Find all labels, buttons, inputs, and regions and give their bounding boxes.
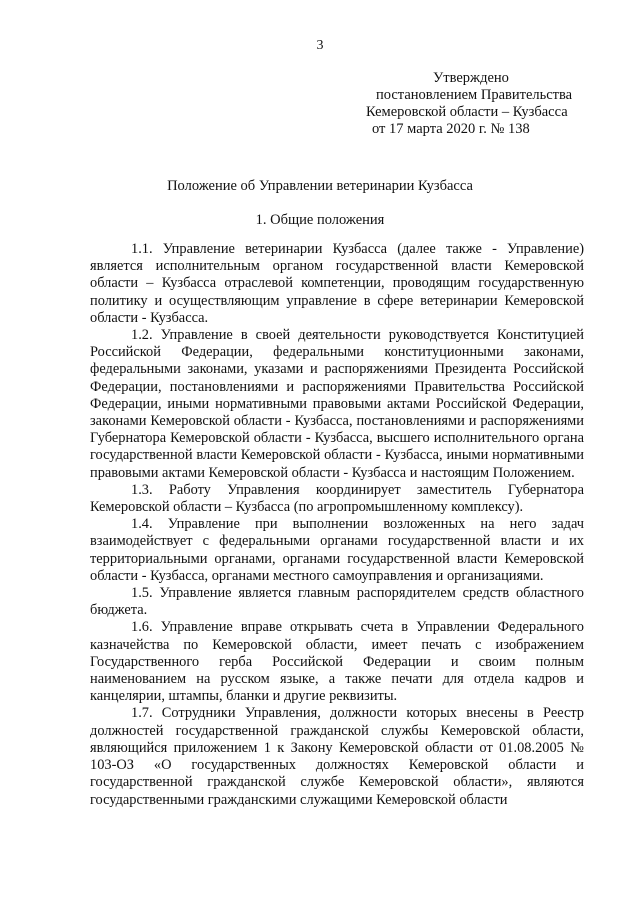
section-heading: 1. Общие положения <box>255 212 385 228</box>
approval-line-2: постановлением Правительства <box>376 87 573 103</box>
approval-line-1: Утверждено <box>433 70 509 86</box>
paragraph-1-7: 1.7. Сотрудники Управления, должности которых внесены в Реестр должностей государственной гражданской службы Кемеровской области, являющийся приложением 1 к Закону Кемеровской области от 01.08.2005 № 103-ОЗ «О государственных должностях Кемеровской области и государственной гражданской службе Кемеровской области», являются государственными гражданскими служащими Кемеровской области <box>90 705 584 808</box>
paragraph-1-1: 1.1. Управление ветеринарии Кузбасса (далее также - Управление) является исполнительным органом государственной власти Кемеровской области – Кузбасса отраслевой компетенции, проводящим государственную политику и осуществляющим управление в сфере ветеринарии Кемеровской области - Кузбасса. <box>90 241 584 326</box>
approval-line-3: Кемеровской области – Кузбасса <box>366 104 568 120</box>
approval-line-4: от 17 марта 2020 г. № 138 <box>372 121 530 137</box>
paragraph-1-6: 1.6. Управление вправе открывать счета в Управлении Федерального казначейства по Кемеровской области, имеет печать с изображением Государственного герба Российской Федерации и своим полным наименованием на русском языке, а также печати для отдела кадров и канцелярии, штампы, бланки и другие реквизиты. <box>90 619 584 705</box>
paragraph-1-2: 1.2. Управление в своей деятельности руководствуется Конституцией Российской Федерации, федеральными конституционными законами, федеральными законами, указами и распоряжениями Президента Российской Федерации, постановлениями и распоряжениями Правительства Российской Федерации, иными нормативными правовыми актами Российской Федерации, законами Кемеровской области - Кузбасса, постановлениями и распоряжениями Губернатора Кемеровской области - Кузбасса, высшего исполнительного органа государственной власти Кемеровской области - Кузбасса, иными нормативными правовыми актами Кемеровской области - Кузбасса и настоящим Положением. <box>90 327 584 481</box>
paragraph-1-4: 1.4. Управление при выполнении возложенных на него задач взаимодействует с федеральными органами государственной власти и их территориальными органами, органами государственной власти Кемеровской области - Кузбасса, органами местного самоуправления и организациями. <box>90 516 584 584</box>
approval-block <box>366 70 616 138</box>
page-number: 3 <box>316 38 324 53</box>
document-title: Положение об Управлении ветеринарии Кузбасса <box>167 178 473 194</box>
paragraph-1-3: 1.3. Работу Управления координирует заместитель Губернатора Кемеровской области – Кузбасса (по агропромышленному комплексу). <box>90 481 584 516</box>
paragraph-1-5: 1.5. Управление является главным распорядителем средств областного бюджета. <box>90 585 584 619</box>
document-body <box>90 241 584 809</box>
